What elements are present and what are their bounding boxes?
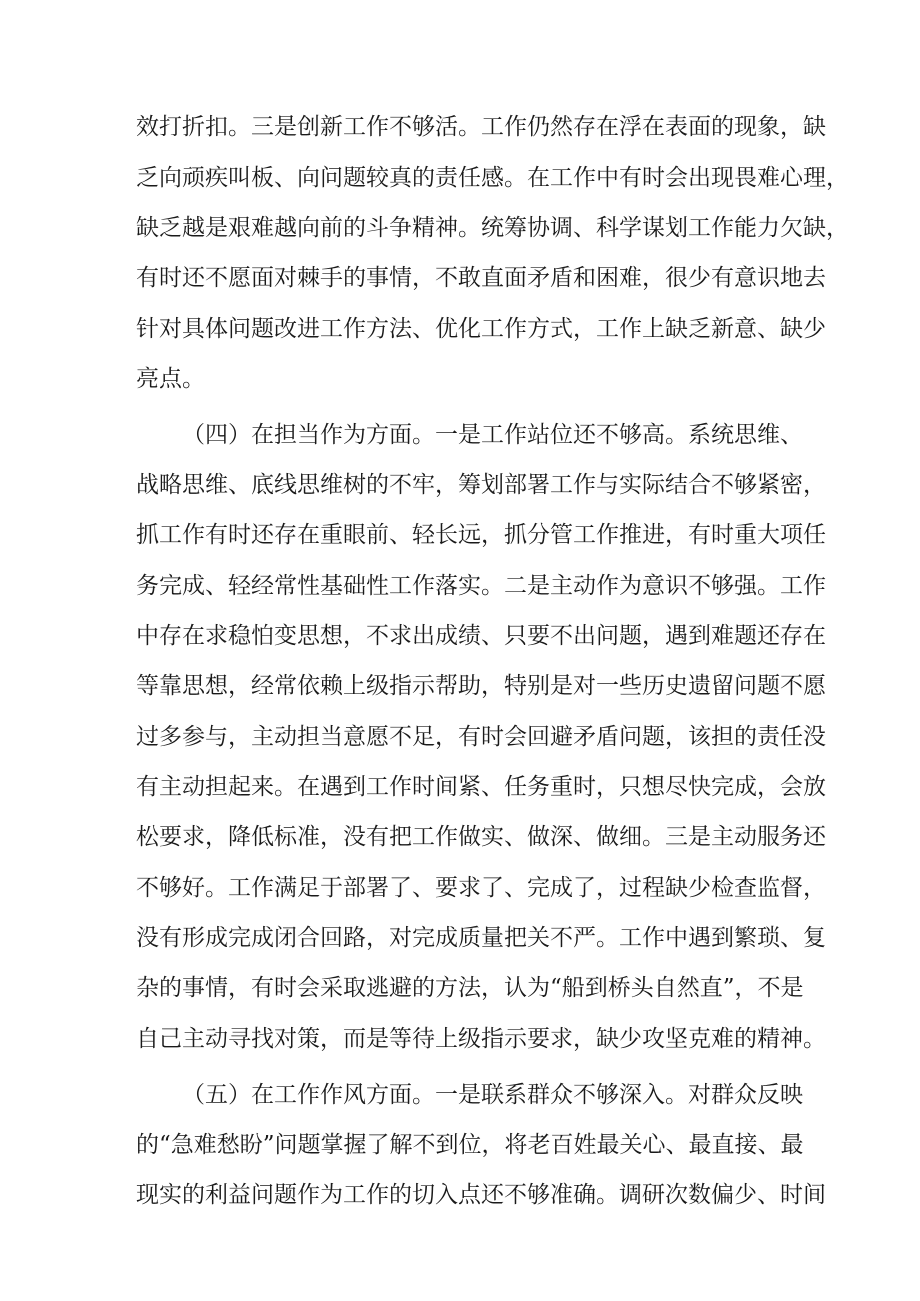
text-line: 抓工作有时还存在重眼前、轻长远，抓分管工作推进，有时重大项任 [136, 522, 826, 548]
text-line: 缺乏越是艰难越向前的斗争精神。统筹协调、科学谋划工作能力欠缺， [136, 215, 849, 241]
text-line: 中存在求稳怕变思想，不求出成绩、只要不出问题，遇到难题还存在 [136, 623, 826, 649]
text-line: 等靠思想，经常依赖上级指示帮助，特别是对一些历史遗留问题不愿 [136, 673, 826, 699]
text-line: 没有形成完成闭合回路，对完成质量把关不严。工作中遇到繁琐、复 [136, 925, 826, 951]
paragraph-heading-line: （四）在担当作为方面。一是工作站位还不够高。系统思维、 [182, 422, 803, 448]
text-line: 杂的事情，有时会采取逃避的方法，认为“船到桥头自然直”，不是 [136, 975, 804, 1001]
text-line: 不够好。工作满足于部署了、要求了、完成了，过程缺少检查监督， [136, 875, 826, 901]
text-line: 的“急难愁盼”问题掌握了解不到位，将老百姓最关心、最直接、最 [136, 1132, 804, 1158]
text-line: 有时还不愿面对棘手的事情，不敢直面矛盾和困难，很少有意识地去 [136, 265, 826, 291]
text-line: 乏向顽疾叫板、向问题较真的责任感。在工作中有时会出现畏难心理， [136, 165, 849, 191]
text-line: 亮点。 [136, 366, 205, 392]
text-line: 务完成、轻经常性基础性工作落实。二是主动作为意识不够强。工作 [136, 573, 826, 599]
text-line: 战略思维、底线思维树的不牢，筹划部署工作与实际结合不够紧密， [136, 472, 826, 498]
text-line: 松要求，降低标准，没有把工作做实、做深、做细。三是主动服务还 [136, 824, 826, 850]
paragraph-heading-line: （五）在工作作风方面。一是联系群众不够深入。对群众反映 [182, 1082, 803, 1108]
text-line: 效打折扣。三是创新工作不够活。工作仍然存在浮在表面的现象，缺 [136, 114, 826, 140]
text-line: 针对具体问题改进工作方法、优化工作方式，工作上缺乏新意、缺少 [136, 316, 826, 342]
text-line: 过多参与，主动担当意愿不足，有时会回避矛盾问题，该担的责任没 [136, 724, 826, 750]
text-line: 有主动担起来。在遇到工作时间紧、任务重时，只想尽快完成，会放 [136, 774, 826, 800]
text-line: 自己主动寻找对策，而是等待上级指示要求，缺少攻坚克难的精神。 [136, 1026, 826, 1052]
text-line: 现实的利益问题作为工作的切入点还不够准确。调研次数偏少、时间 [136, 1182, 826, 1208]
